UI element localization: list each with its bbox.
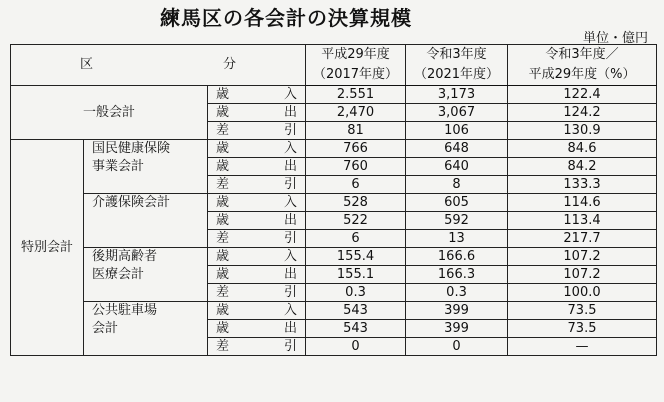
value-2017: 155.1	[306, 266, 406, 284]
account-name-line1: 後期高齢者	[84, 248, 208, 266]
table-row	[11, 212, 657, 230]
account-name-line2: 会計	[84, 320, 208, 338]
value-2017: 2,470	[306, 104, 406, 122]
value-2021: 399	[406, 302, 508, 320]
table-row	[11, 284, 657, 302]
general-account-name: 一般会計	[11, 86, 208, 140]
value-2021: 166.6	[406, 248, 508, 266]
value-2021: 0	[406, 338, 508, 356]
value-ratio: 217.7	[508, 230, 657, 248]
row-kind-char2: 引	[284, 231, 298, 246]
row-kind	[208, 266, 306, 284]
value-2021: 640	[406, 158, 508, 176]
table-row	[11, 140, 657, 158]
value-2017: 0	[306, 338, 406, 356]
value-2021: 13	[406, 230, 508, 248]
value-ratio: 107.2	[508, 248, 657, 266]
header-col1-line2: （2017年度）	[306, 65, 406, 86]
row-kind-char1: 差	[216, 285, 230, 300]
row-kind-char2: 出	[284, 321, 298, 336]
value-2021: 166.3	[406, 266, 508, 284]
row-kind-char1: 差	[216, 123, 230, 138]
row-kind-char1: 歳	[216, 321, 230, 336]
row-kind	[208, 104, 306, 122]
row-kind-char2: 引	[284, 177, 298, 192]
row-kind-char1: 歳	[216, 87, 230, 102]
value-2017: 155.4	[306, 248, 406, 266]
table-row	[11, 158, 657, 176]
table-row	[11, 248, 657, 266]
row-kind-char2: 入	[284, 141, 298, 156]
value-ratio: 122.4	[508, 86, 657, 104]
value-2021: 3,173	[406, 86, 508, 104]
unit-label: 単位・億円	[582, 31, 648, 46]
value-ratio: 107.2	[508, 266, 657, 284]
table-row	[11, 86, 657, 104]
row-kind-char2: 入	[284, 87, 298, 102]
value-ratio: 84.6	[508, 140, 657, 158]
row-kind-char2: 出	[284, 159, 298, 174]
value-2017: 2.551	[306, 86, 406, 104]
value-ratio: 73.5	[508, 320, 657, 338]
row-kind-char1: 差	[216, 177, 230, 192]
header-col1-line1: 平成29年度	[306, 45, 406, 66]
row-kind-char1: 歳	[216, 267, 230, 282]
table-body	[11, 86, 657, 356]
row-kind	[208, 176, 306, 194]
account-name-line2: 事業会計	[84, 158, 208, 176]
header-bun: 分	[222, 57, 236, 72]
account-name-line2	[84, 212, 208, 230]
row-kind	[208, 140, 306, 158]
account-name-line1: 介護保険会計	[84, 194, 208, 212]
row-kind-char1: 歳	[216, 141, 230, 156]
row-kind	[208, 284, 306, 302]
row-kind	[208, 122, 306, 140]
table-row	[11, 176, 657, 194]
header-col3-line1: 令和3年度／	[508, 45, 657, 66]
row-kind-char1: 歳	[216, 105, 230, 120]
value-ratio: 114.6	[508, 194, 657, 212]
value-ratio: 130.9	[508, 122, 657, 140]
value-2017: 0.3	[306, 284, 406, 302]
row-kind-char2: 引	[284, 339, 298, 354]
value-2021: 399	[406, 320, 508, 338]
account-name-spacer	[84, 338, 208, 356]
row-kind-char2: 入	[284, 195, 298, 210]
row-kind	[208, 86, 306, 104]
value-2017: 522	[306, 212, 406, 230]
value-2021: 605	[406, 194, 508, 212]
value-2017: 528	[306, 194, 406, 212]
row-kind-char2: 入	[284, 249, 298, 264]
row-kind	[208, 248, 306, 266]
account-name-line2: 医療会計	[84, 266, 208, 284]
table-row	[11, 320, 657, 338]
table-row	[11, 338, 657, 356]
row-kind-char1: 歳	[216, 249, 230, 264]
value-ratio: 73.5	[508, 302, 657, 320]
row-kind	[208, 320, 306, 338]
account-name-spacer	[84, 284, 208, 302]
value-2017: 81	[306, 122, 406, 140]
row-kind	[208, 212, 306, 230]
row-kind-char1: 差	[216, 231, 230, 246]
page-title: 練馬区の各会計の決算規模	[160, 6, 412, 30]
table-row	[11, 266, 657, 284]
table-row	[11, 194, 657, 212]
value-2021: 106	[406, 122, 508, 140]
value-2017: 6	[306, 230, 406, 248]
value-2021: 648	[406, 140, 508, 158]
value-2017: 766	[306, 140, 406, 158]
row-kind-char2: 引	[284, 285, 298, 300]
row-kind-char2: 入	[284, 303, 298, 318]
row-kind-char2: 出	[284, 213, 298, 228]
row-kind-char2: 引	[284, 123, 298, 138]
value-ratio: 113.4	[508, 212, 657, 230]
header-kubun	[11, 45, 306, 86]
row-kind-char1: 歳	[216, 303, 230, 318]
account-name-spacer	[84, 176, 208, 194]
table-header	[11, 45, 657, 86]
row-kind	[208, 302, 306, 320]
value-2017: 543	[306, 302, 406, 320]
value-2021: 0.3	[406, 284, 508, 302]
header-col2-line2: （2021年度）	[406, 65, 508, 86]
value-2017: 6	[306, 176, 406, 194]
table-row	[11, 230, 657, 248]
value-ratio: 84.2	[508, 158, 657, 176]
value-ratio: 100.0	[508, 284, 657, 302]
row-kind	[208, 338, 306, 356]
header-col2-line1: 令和3年度	[406, 45, 508, 66]
table-row	[11, 302, 657, 320]
row-kind	[208, 194, 306, 212]
row-kind-char2: 出	[284, 105, 298, 120]
value-2017: 543	[306, 320, 406, 338]
header-col3-line2: 平成29年度（%）	[508, 65, 657, 86]
value-2021: 3,067	[406, 104, 508, 122]
row-kind-char1: 歳	[216, 213, 230, 228]
budget-table	[10, 44, 657, 356]
row-kind-char2: 出	[284, 267, 298, 282]
value-ratio: 124.2	[508, 104, 657, 122]
row-kind-char1: 歳	[216, 159, 230, 174]
row-kind	[208, 230, 306, 248]
value-ratio: 133.3	[508, 176, 657, 194]
account-name-spacer	[84, 230, 208, 248]
row-kind-char1: 歳	[216, 195, 230, 210]
row-kind-char1: 差	[216, 339, 230, 354]
special-account-name: 特別会計	[11, 140, 84, 356]
value-2021: 8	[406, 176, 508, 194]
value-2017: 760	[306, 158, 406, 176]
row-kind	[208, 158, 306, 176]
header-ku: 区	[79, 57, 93, 72]
value-ratio: —	[508, 338, 657, 356]
account-name-line1: 国民健康保険	[84, 140, 208, 158]
account-name-line1: 公共駐車場	[84, 302, 208, 320]
value-2021: 592	[406, 212, 508, 230]
